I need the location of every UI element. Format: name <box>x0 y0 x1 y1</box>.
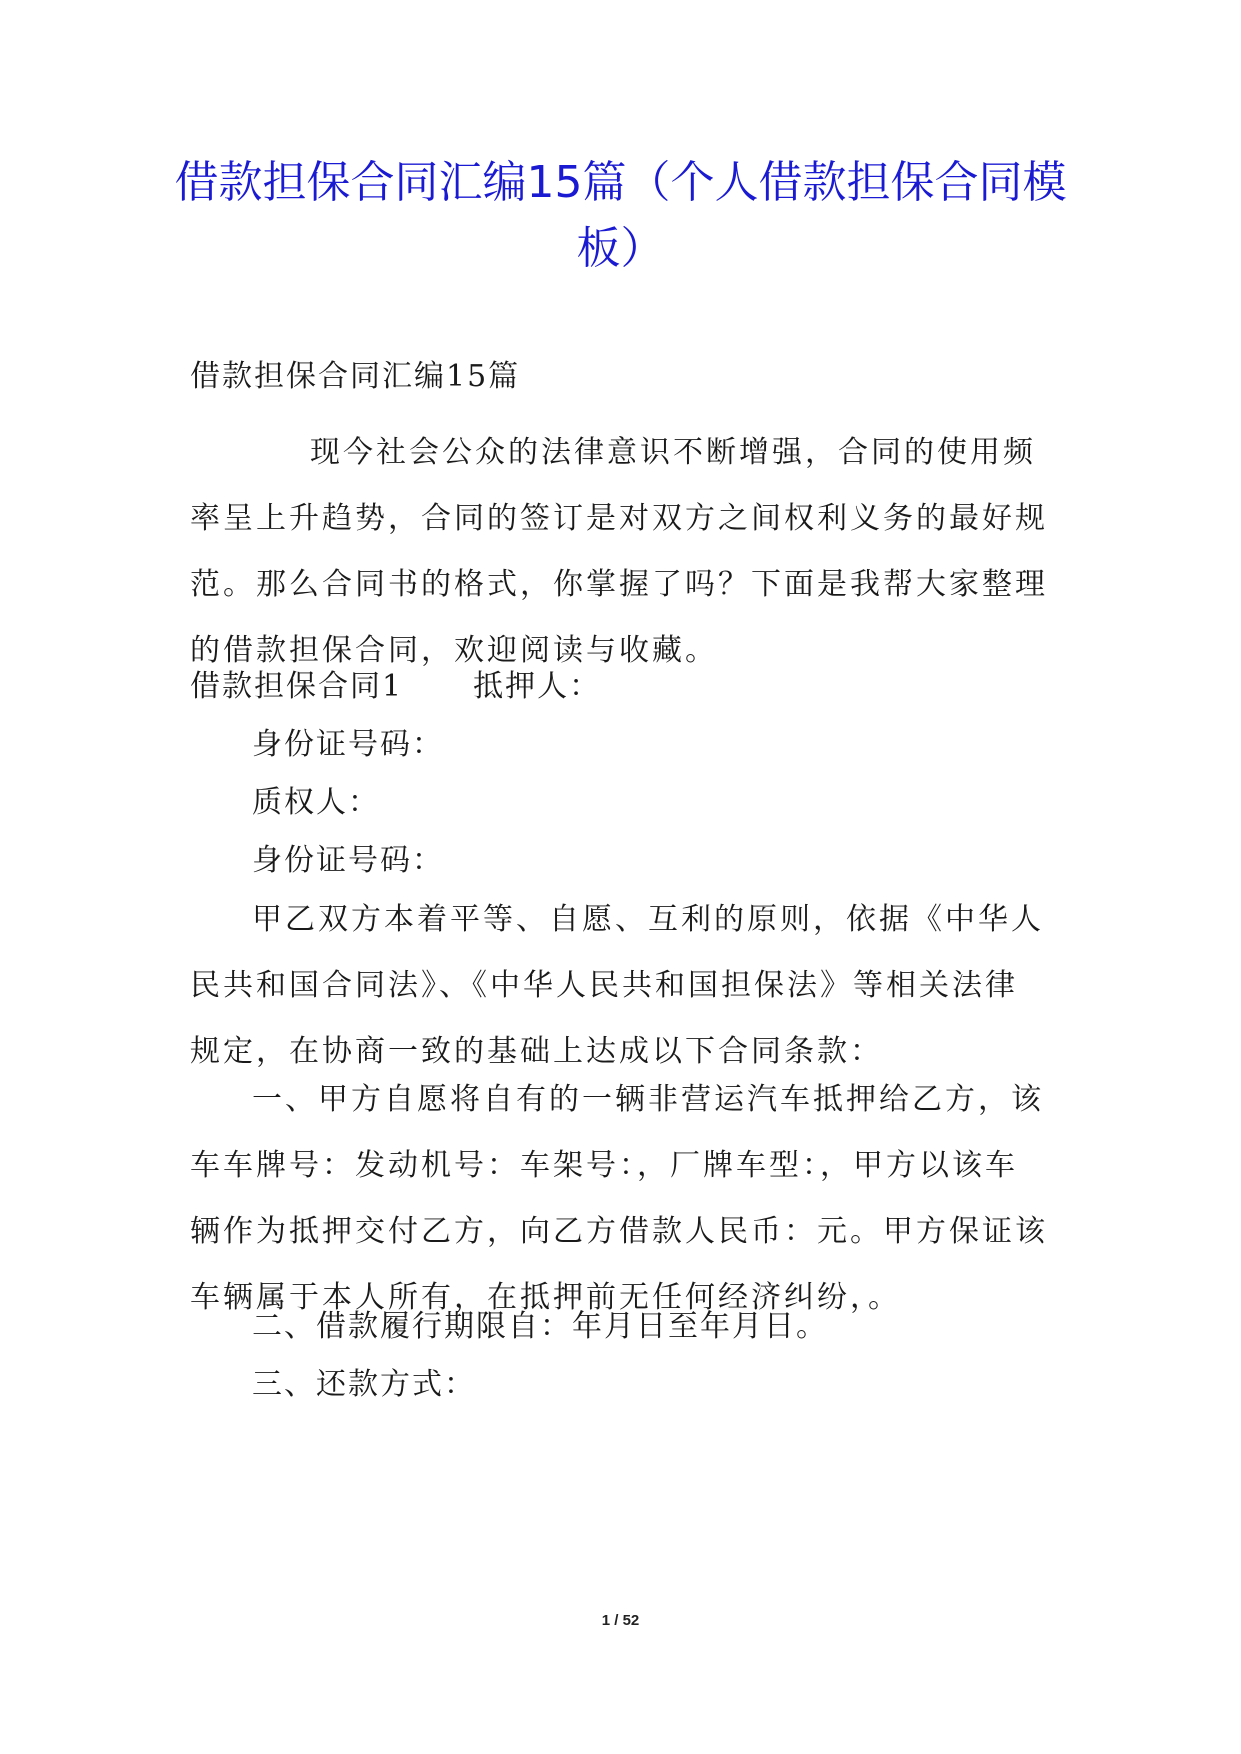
section-heading: 借款担保合同1 <box>190 669 404 704</box>
principle-paragraph: 甲乙双方本着平等、自愿、互利的原则，依据《中华人民共和国合同法》、《中华人民共和国担保法》等相关法律规定，在协商一致的基础上达成以下合同条款： <box>190 902 1044 1069</box>
intro-paragraph: 现今社会公众的法律意识不断增强，合同的使用频率呈上升趋势，合同的签订是对双方之间权利义务的最好规范。那么合同书的格式，你掌握了吗？下面是我帮大家整理的借款担保合同，欢迎阅读与收藏。 <box>190 435 1048 668</box>
clause-3-paragraph: 三、还款方式： <box>252 1367 476 1402</box>
document-title: 借款担保合同汇编15篇（个人借款担保合同模板） <box>174 157 1067 274</box>
pledgee-label: 质权人： <box>252 785 380 820</box>
page-number: 1 / 52 <box>601 1612 640 1629</box>
mortgagor-label: 抵押人： <box>473 669 602 704</box>
section-heading-line <box>190 667 601 707</box>
clause-1-paragraph: 一、甲方自愿将自有的一辆非营运汽车抵押给乙方，该车车牌号：发动机号：车架号：，厂牌车型：，甲方以该车辆作为抵押交付乙方，向乙方借款人民币：元。甲方保证该车辆属于本人所有，在抵押前无任何经济纠纷，。 <box>190 1082 1048 1315</box>
id-number-label-1: 身份证号码： <box>252 727 444 762</box>
id-number-label-2: 身份证号码： <box>252 843 444 878</box>
subtitle: 借款担保合同汇编15篇 <box>190 359 521 394</box>
clause-2-paragraph: 二、借款履行期限自：年月日至年月日。 <box>252 1309 828 1344</box>
